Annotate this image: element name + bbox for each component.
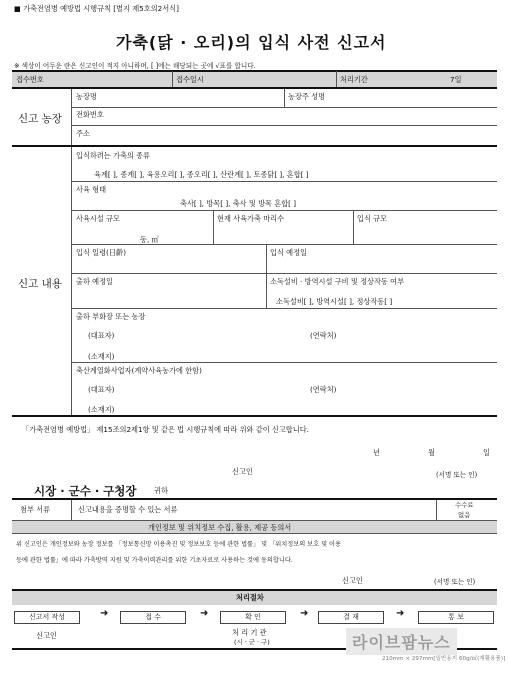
divider	[12, 87, 497, 89]
farm-name-label: 농장명	[76, 92, 97, 101]
processing-period-label: 처리기간	[340, 75, 368, 84]
step-receive: 접 수	[120, 611, 186, 624]
arrow-right-icon: ➜	[100, 608, 109, 619]
age-label: 입식 일령(日齡)	[76, 248, 127, 257]
receipt-number-label: 접수번호	[16, 75, 44, 84]
arrow-right-icon: ➜	[300, 608, 309, 619]
facility-size-label: 사육시설 규모	[76, 214, 120, 223]
divider	[353, 210, 354, 244]
month-label: 월	[428, 448, 435, 457]
hatchery-contact-label: (연락처)	[310, 331, 337, 340]
processing-period-value: 7일	[450, 75, 462, 84]
declaration-text: 「가축전염병 예방법」 제15조의2제1항 및 같은 법 시행규칙에 따라 위와 같이 신고합니다.	[22, 425, 309, 434]
divider	[284, 89, 285, 107]
step-approve: 결 재	[318, 611, 384, 624]
ship-date-label: 출하 예정일	[76, 277, 114, 286]
divider	[71, 500, 72, 520]
consent-title: 개인정보 및 위치정보 수집, 활용, 제공 동의서	[148, 523, 292, 532]
planned-date-label: 입식 예정일	[270, 248, 308, 257]
divider	[172, 71, 173, 87]
integrator-contact-label: (연락처)	[310, 385, 337, 394]
disinfection-label: 소독설비 · 방역시설 구비 및 정상작동 여부	[270, 277, 405, 286]
arrow-right-icon: ➜	[396, 608, 405, 619]
integrator-label: 축산계열화사업자(계약사육농가에 한함)	[76, 366, 202, 375]
divider	[71, 210, 497, 211]
species-label: 입식하려는 가축의 종류	[76, 151, 151, 160]
actor-authority: 처 리 기 관	[232, 628, 267, 637]
receipt-row-shade	[12, 71, 497, 87]
consent-line-1: 위 신고인은 개인정보와 농장 정보를 「정보통신망 이용촉진 및 정보보호 등에 관한 법률」 및 「위치정보의 보호 및 이용	[16, 541, 341, 548]
office-suffix: 귀하	[154, 486, 168, 495]
actor-authority-sub: (시 · 군 · 구)	[234, 638, 270, 646]
divider	[71, 244, 497, 245]
phone-label: 전화번호	[76, 110, 104, 119]
fee-value: 없음	[458, 511, 471, 519]
consent-signature: (서명 또는 인)	[434, 578, 476, 586]
hatchery-location-label: (소재지)	[88, 352, 115, 361]
farm-section-label: 신고 농장	[18, 113, 62, 125]
divider	[71, 273, 497, 274]
stock-size-label: 입식 규모	[357, 214, 388, 223]
divider	[12, 145, 497, 147]
disinfection-options[interactable]: 소독설비[ ], 방역시설[ ], 정상작동[ ]	[276, 297, 393, 306]
hatchery-rep-label: (대표자)	[88, 331, 115, 340]
divider	[336, 71, 337, 87]
divider	[71, 89, 72, 145]
divider	[266, 244, 267, 308]
consent-line-2: 등에 관한 법률」에 따라 가축방역 지원 및 가축이력관리를 위한 기초자료로 사용하는 것에 동의합니다.	[16, 557, 293, 564]
facility-size-unit: 동, ㎡	[140, 235, 159, 244]
step-check: 확 인	[220, 611, 286, 624]
farming-type-label: 사육 형태	[76, 185, 107, 194]
divider	[12, 589, 497, 591]
divider	[71, 125, 497, 126]
integrator-location-label: (소재지)	[88, 405, 115, 414]
divider	[436, 500, 437, 520]
divider	[71, 147, 72, 415]
table-top-border	[12, 70, 497, 72]
page-title: 가축(닭 · 오리)의 입식 사전 신고서	[116, 33, 387, 52]
owner-name-label: 농장주 성명	[288, 92, 326, 101]
content-section-label: 신고 내용	[18, 278, 62, 290]
paper-spec: 210mm × 297mm[일반용지 60g/㎡(재활용품)]	[382, 656, 506, 662]
divider	[213, 210, 214, 244]
divider	[71, 362, 497, 363]
divider	[71, 181, 497, 182]
fee-label: 수수료	[455, 501, 474, 509]
applicant-label: 신고인	[232, 467, 253, 476]
receipt-date-label: 접수일시	[176, 75, 204, 84]
consent-applicant: 신고인	[342, 576, 363, 585]
divider	[12, 533, 497, 534]
farming-type-options[interactable]: 축사[ ], 방목[ ], 축사 및 방목 혼합[ ]	[180, 199, 297, 208]
species-options[interactable]: 육계[ ], 종계[ ], 육용오리[ ], 종오리[ ], 산란계[ ], 토종닭[ ], 혼합[ ]	[94, 170, 309, 179]
attachment-label: 첨부 서류	[20, 505, 51, 514]
address-label: 주소	[76, 129, 90, 138]
current-count-label: 현재 사육가축 마리수	[217, 214, 285, 223]
attachment-text: 신고내용을 증명할 수 있는 서류	[78, 505, 178, 514]
integrator-rep-label: (대표자)	[88, 385, 115, 394]
divider	[71, 308, 497, 309]
signature-label: (서명 또는 인)	[436, 471, 478, 479]
office-label: 시장 · 군수 · 구청장	[34, 484, 137, 498]
divider	[12, 415, 497, 417]
law-reference: ■ 가축전염병 예방법 시행규칙 [별지 제5호의2서식]	[14, 4, 179, 13]
divider	[71, 107, 497, 108]
year-label: 년	[373, 448, 380, 457]
actor-applicant: 신고인	[36, 631, 57, 640]
hatchery-label: 출하 부화장 또는 농장	[76, 312, 146, 321]
step-notify: 통 보	[418, 611, 494, 624]
day-label: 일	[483, 448, 490, 457]
arrow-right-icon: ➜	[200, 608, 209, 619]
form-note: ※ 색상이 어두운 란은 신고인이 적지 아니하며, [ ]에는 해당되는 곳에 √표를 합니다.	[14, 62, 256, 70]
step-write: 신고서 작성	[14, 611, 80, 624]
watermark-logo: 라이브팜뉴스	[346, 628, 457, 655]
divider	[12, 498, 497, 500]
procedure-title: 처리절차	[236, 593, 264, 602]
